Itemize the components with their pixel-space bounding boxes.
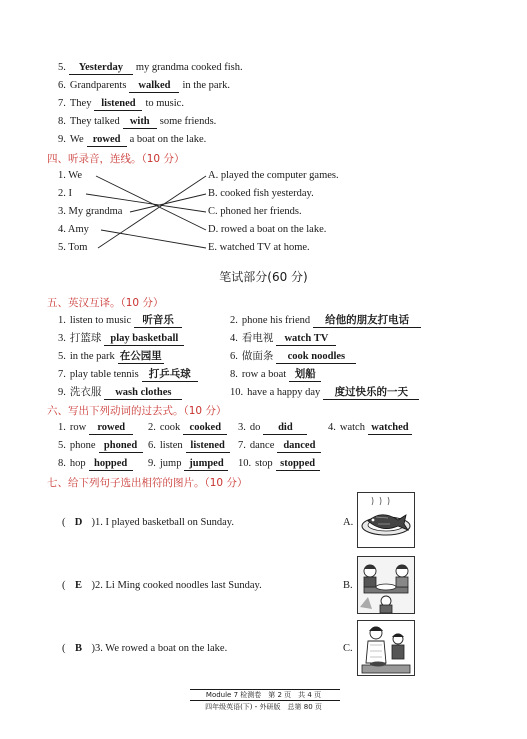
translation-answer[interactable]: 听音乐 (134, 315, 182, 328)
footer-line2: 四年级英语(下)・外研版 总第 80 页 (205, 703, 322, 711)
item-number: 6. (230, 351, 238, 362)
past-tense-item (58, 457, 133, 471)
open-paren: ( (62, 517, 66, 528)
translation-item (230, 368, 321, 382)
sentence-before: We (69, 134, 84, 145)
item-number: 5. (58, 351, 66, 362)
match-right-item: D. rowed a boat on the lake. (208, 224, 327, 235)
base-verb: phone (69, 440, 96, 451)
sentence-after: my grandma cooked fish. (135, 62, 243, 73)
past-tense-answer[interactable]: rowed (89, 422, 133, 435)
section6-title: 六、写出下列动词的过去式。（10 分） (47, 405, 227, 417)
written-part-title: 笔试部分(60 分) (219, 270, 308, 284)
item-number: 5. (58, 62, 66, 73)
sentence-after: some friends. (159, 116, 217, 127)
section7-title: 七、给下列句子选出相符的图片。（10 分） (47, 477, 248, 489)
item-number: 8. (58, 458, 66, 469)
footer-rule-mid (190, 700, 340, 701)
base-verb: row (69, 422, 87, 433)
open-paren: ( (62, 643, 66, 654)
translation-prompt: phone his friend (241, 315, 311, 326)
translation-prompt: 打篮球 (69, 333, 102, 344)
translation-item (230, 386, 419, 400)
base-verb: cook (159, 422, 181, 433)
past-tense-item (328, 421, 412, 435)
match-right-item: C. phoned her friends. (208, 206, 302, 217)
item-number: 7. (58, 369, 66, 380)
item-number: 6. (148, 440, 156, 451)
close-paren: ) (91, 643, 95, 654)
past-tense-item (148, 439, 230, 453)
family-dinner-picture (357, 556, 415, 614)
past-tense-answer[interactable]: did (263, 422, 307, 435)
item-number: 2. (230, 315, 238, 326)
answer-blank[interactable]: listened (94, 98, 142, 111)
section4-title: 四、听录音，连线。（10 分） (47, 153, 185, 165)
fish-plate-picture (357, 492, 415, 548)
translation-answer[interactable]: wash clothes (104, 387, 182, 400)
translation-item (58, 332, 184, 346)
picture-sentence: 1. I played basketball on Sunday. (95, 517, 234, 528)
translation-answer[interactable]: cook noodles (276, 351, 356, 364)
match-left-item: 2. I (58, 188, 72, 199)
item-number: 5. (58, 440, 66, 451)
match-right-item: B. cooked fish yesterday. (208, 188, 314, 199)
past-tense-item (148, 421, 227, 435)
match-left-item: 5. Tom (58, 242, 88, 253)
sentence-before: Grandparents (69, 80, 127, 91)
picture-match-item (62, 642, 227, 656)
translation-item (230, 350, 356, 364)
item-number: 3. (238, 422, 246, 433)
translation-item (58, 314, 182, 328)
picture-match-item (62, 579, 262, 593)
answer-blank[interactable]: Yesterday (69, 62, 133, 75)
past-tense-answer[interactable]: listened (186, 440, 230, 453)
close-paren: ) (91, 580, 95, 591)
base-verb: listen (159, 440, 183, 451)
translation-item (58, 350, 164, 364)
past-tense-answer[interactable]: jumped (184, 458, 228, 471)
translation-prompt: listen to music (69, 315, 132, 326)
match-line (96, 176, 206, 230)
translation-answer[interactable]: 划船 (289, 369, 321, 382)
base-verb: hop (69, 458, 86, 469)
past-tense-item (238, 457, 320, 471)
match-line (130, 194, 206, 212)
match-left-item: 3. My grandma (58, 206, 123, 217)
past-tense-item (238, 421, 307, 435)
translation-item (230, 332, 336, 346)
item-number: 10. (230, 387, 244, 398)
base-verb: do (249, 422, 261, 433)
translation-prompt: play table tennis (69, 369, 139, 380)
picture-answer[interactable]: E (74, 580, 82, 591)
sentence-before: They talked (69, 116, 120, 127)
match-line (98, 176, 206, 248)
translation-prompt: 做面条 (241, 351, 274, 362)
match-line (101, 230, 206, 248)
item-number: 2. (148, 422, 156, 433)
translation-prompt: 看电视 (241, 333, 274, 344)
past-tense-answer[interactable]: hopped (89, 458, 133, 471)
sentence-after: in the park. (182, 80, 230, 91)
past-tense-answer[interactable]: danced (277, 440, 321, 453)
translation-answer[interactable]: 给他的朋友打电话 (313, 315, 421, 328)
item-number: 1. (58, 422, 66, 433)
answer-blank[interactable]: walked (129, 80, 179, 93)
answer-blank[interactable]: with (123, 116, 157, 129)
sentence-after: to music. (145, 98, 184, 109)
translation-prompt: in the park (69, 351, 115, 362)
translation-answer[interactable]: watch TV (276, 333, 336, 346)
item-number: 9. (148, 458, 156, 469)
past-tense-answer[interactable]: stopped (276, 458, 320, 471)
item-number: 1. (58, 315, 66, 326)
item-number: 8. (58, 116, 66, 127)
translation-answer[interactable]: 打乒乓球 (142, 369, 198, 382)
translation-answer[interactable]: 在公园里 (119, 351, 162, 362)
sentence-after: a boat on the lake. (129, 134, 207, 145)
sentence-before: They (69, 98, 92, 109)
item-number: 9. (58, 134, 66, 145)
translation-prompt: 洗衣服 (69, 387, 102, 398)
item-number: 9. (58, 387, 66, 398)
past-tense-answer[interactable]: cooked (183, 422, 227, 435)
past-tense-item (58, 421, 133, 435)
translation-prompt: row a boat (241, 369, 287, 380)
translation-answer[interactable]: play basketball (104, 333, 184, 346)
translation-answer[interactable]: 度过快乐的一天 (323, 387, 419, 400)
item-number: 7. (58, 98, 66, 109)
open-paren: ( (62, 580, 66, 591)
match-right-item: E. watched TV at home. (208, 242, 310, 253)
picture-option-label: B. (343, 580, 353, 591)
item-number: 8. (230, 369, 238, 380)
item-number: 4. (328, 422, 336, 433)
match-left-item: 1. We (58, 170, 83, 181)
picture-option-label: A. (343, 517, 354, 528)
picture-match-item (62, 516, 234, 530)
match-left-item: 4. Amy (58, 224, 89, 235)
base-verb: watch (339, 422, 365, 433)
base-verb: stop (255, 458, 273, 469)
translation-item (230, 314, 421, 328)
footer-line1: Module 7 检测卷 第 2 页 共 4 页 (205, 691, 322, 699)
answer-blank[interactable]: rowed (87, 134, 127, 147)
section5-title: 五、英汉互译。（10 分） (47, 297, 164, 309)
picture-option-label: C. (343, 643, 353, 654)
translation-item (58, 386, 182, 400)
past-tense-answer[interactable]: watched (368, 422, 412, 435)
past-tense-item (238, 439, 321, 453)
item-number: 7. (238, 440, 246, 451)
match-line (86, 194, 206, 212)
past-tense-answer[interactable]: phoned (99, 440, 143, 453)
match-right-item: A. played the computer games. (208, 170, 339, 181)
past-tense-item (148, 457, 228, 471)
item-number: 4. (230, 333, 238, 344)
close-paren: ) (91, 517, 95, 528)
base-verb: jump (159, 458, 182, 469)
base-verb: dance (249, 440, 275, 451)
item-number: 6. (58, 80, 66, 91)
matching-lines (0, 0, 527, 260)
picture-sentence: 2. Li Ming cooked noodles last Sunday. (95, 580, 262, 591)
item-number: 3. (58, 333, 66, 344)
picture-answer[interactable]: D (74, 517, 83, 528)
item-number: 10. (238, 458, 252, 469)
picture-answer[interactable]: B (74, 643, 82, 654)
translation-item (58, 368, 198, 382)
past-tense-item (58, 439, 143, 453)
cooking-picture (357, 620, 415, 676)
picture-sentence: 3. We rowed a boat on the lake. (95, 643, 228, 654)
translation-prompt: have a happy day (247, 387, 321, 398)
